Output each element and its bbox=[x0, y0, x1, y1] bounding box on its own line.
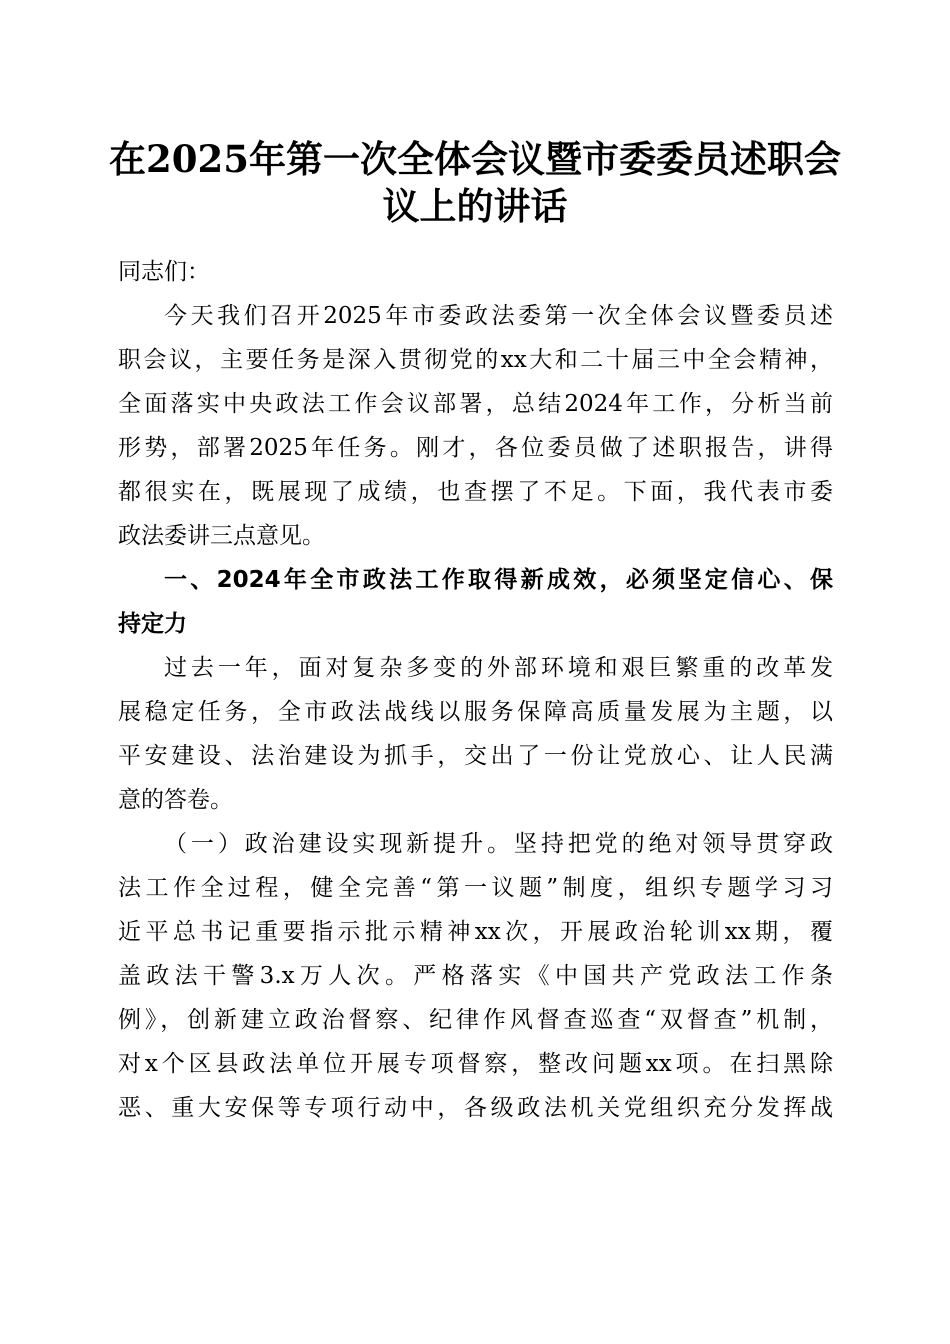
text-line: 今天我们召开2025年市委政法委第一次全体会议暨委员述 bbox=[164, 303, 833, 329]
text-line: 例》，创新建立政治督察、纪律作风督查巡查“双督查”机制， bbox=[118, 1007, 833, 1033]
section-1-heading bbox=[118, 558, 833, 646]
heading-line: 持定力 bbox=[118, 611, 187, 637]
text-line: 全面落实中央政法工作会议部署，总结2024年工作，分析当前 bbox=[118, 391, 833, 417]
title-line-2: 议上的讲话 bbox=[382, 184, 568, 228]
text-line: 过去一年，面对复杂多变的外部环境和艰巨繁重的改革发 bbox=[164, 655, 833, 681]
text-line: 恶、重大安保等专项行动中，各级政法机关党组织充分发挥战 bbox=[118, 1095, 833, 1121]
heading-line: 一、2024年全市政法工作取得新成效，必须坚定信心、保 bbox=[164, 567, 833, 593]
salutation: 同志们： bbox=[118, 259, 210, 285]
text-line: 对x个区县政法单位开展专项督察，整改问题xx项。在扫黑除 bbox=[118, 1051, 833, 1077]
title-line-1: 在2025年第一次全体会议暨市委委员述职会 bbox=[109, 137, 841, 181]
intro-paragraph bbox=[118, 294, 833, 558]
text-line: 意的答卷。 bbox=[118, 787, 233, 813]
subsection-1-paragraph bbox=[118, 822, 833, 1130]
text-line: 职会议，主要任务是深入贯彻党的xx大和二十届三中全会精神， bbox=[118, 347, 833, 373]
document-body bbox=[118, 250, 833, 1130]
text-line: 政法委讲三点意见。 bbox=[118, 523, 325, 549]
text-line: 近平总书记重要指示批示精神xx次，开展政治轮训xx期，覆 bbox=[118, 919, 833, 945]
text-line: （一）政治建设实现新提升。坚持把党的绝对领导贯穿政 bbox=[164, 831, 833, 857]
text-line: 展稳定任务，全市政法战线以服务保障高质量发展为主题，以 bbox=[118, 699, 833, 725]
document-title bbox=[100, 136, 850, 230]
text-line: 法工作全过程，健全完善“第一议题”制度，组织专题学习习 bbox=[118, 875, 833, 901]
section-1-paragraph bbox=[118, 646, 833, 822]
text-line: 平安建设、法治建设为抓手，交出了一份让党放心、让人民满 bbox=[118, 743, 833, 769]
text-line: 盖政法干警3.x万人次。严格落实《中国共产党政法工作条 bbox=[118, 963, 833, 989]
text-line: 形势，部署2025年任务。刚才，各位委员做了述职报告，讲得 bbox=[118, 435, 833, 461]
text-line: 都很实在，既展现了成绩，也查摆了不足。下面，我代表市委 bbox=[118, 479, 833, 505]
